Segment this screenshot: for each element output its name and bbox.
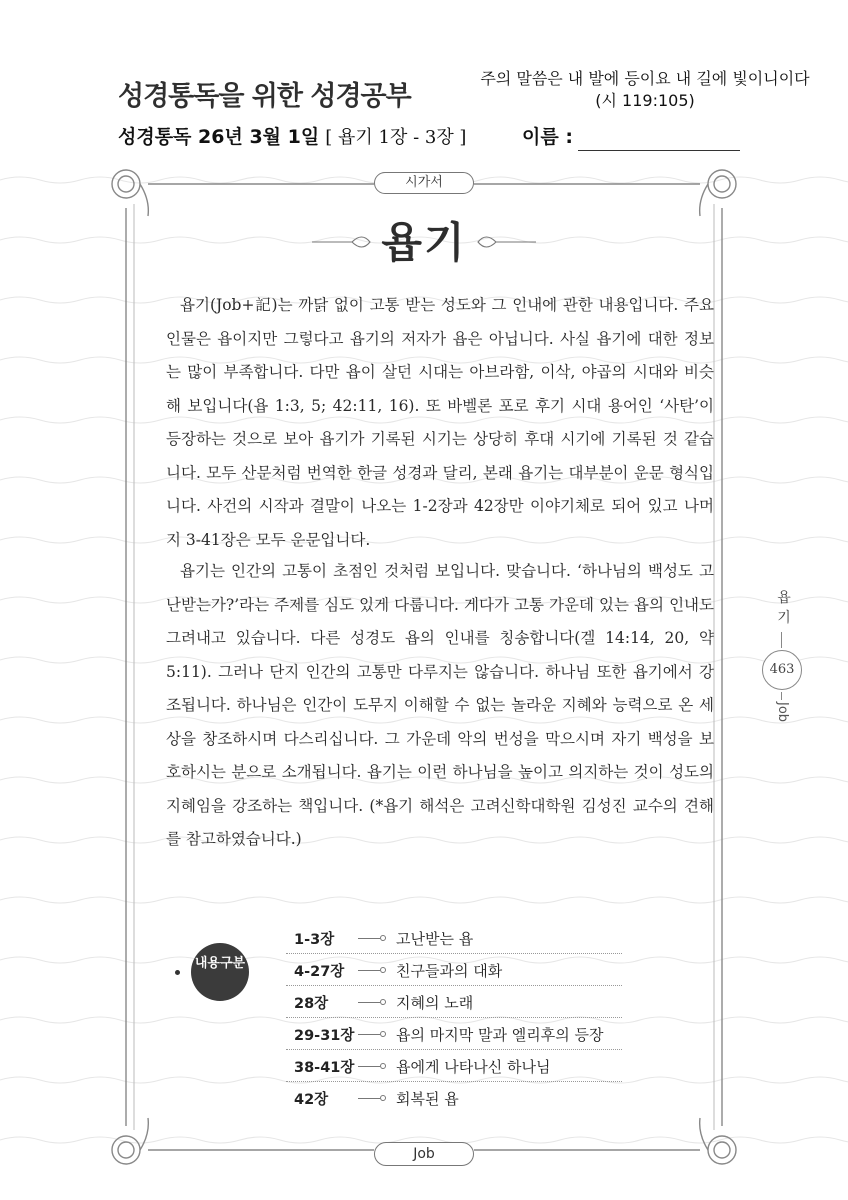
outline-chapter: 29-31장: [294, 1028, 355, 1044]
connector-line: [358, 1098, 380, 1099]
connector-line: [358, 938, 380, 939]
connector-line: [358, 1066, 380, 1067]
outline-description: 친구들과의 대화: [396, 962, 503, 980]
connector-line: [358, 1034, 380, 1035]
outline-item: [286, 922, 622, 954]
outline-chapter: 4-27장: [294, 964, 345, 980]
outline-description: 지혜의 노래: [396, 994, 474, 1012]
outline-description: 욥에게 나타나신 하나님: [396, 1058, 551, 1076]
outline-chapter: 38-41장: [294, 1060, 355, 1076]
outline-item: [286, 986, 622, 1018]
verse-reference: (시 119:105): [595, 91, 695, 110]
connector-dot: [380, 1095, 386, 1101]
side-divider-bottom: [781, 692, 782, 700]
intro-paragraph-1: 욥기(Job+記)는 까닭 없이 고통 받는 성도와 그 인내에 관한 내용입니다. 주요 인물은 욥이지만 그렇다고 욥기의 저자가 욥은 아닙니다. 사실 욥기에 대한 정보는 많이 부족합니다. 다만 욥이 살던 시대는 아브라함, 이삭, 야곱의 시대와 비슷해 보입니다(욥 1:3, 5; 42:11, 16). 또 바벨론 포로 후기 시대 용어인 ‘사탄’이 등장하는 것으로 보아 욥기가 기록된 시기는 상당히 후대 시기에 기록된 것 같습니다. 모두 산문처럼 번역한 한글 성경과 달리, 본래 욥기는 대부분이 운문 형식입니다. 사건의 시작과 결말이 나오는 1-2장과 42장만 이야기체로 되어 있고 나머지 3-41장은 모두 운문입니다.: [166, 296, 714, 549]
outline-description: 욥의 마지막 말과 엘리후의 등장: [396, 1026, 604, 1044]
connector-line: [358, 1002, 380, 1003]
connector-line: [358, 970, 380, 971]
content-division-badge: 내용구분: [191, 943, 249, 1001]
outline-item: [286, 954, 622, 986]
book-title: 욥기: [381, 218, 467, 267]
outline-item: [286, 1018, 622, 1050]
connector-dot: [380, 935, 386, 941]
reading-date: 성경통독 26년 3월 1일: [118, 126, 320, 148]
connector-dot: [380, 967, 386, 973]
name-label: 이름 :: [522, 126, 573, 148]
footer-tag: Job: [374, 1142, 474, 1166]
outline-description: 고난받는 욥: [396, 930, 474, 948]
side-english-text: Job: [775, 702, 790, 723]
content-outline: [286, 922, 622, 1114]
connector-dot: [380, 999, 386, 1005]
outline-chapter: 1-3장: [294, 932, 335, 948]
connector-dot: [380, 1031, 386, 1037]
bullet-dot: [175, 970, 180, 975]
outline-description: 회복된 욥: [396, 1090, 459, 1108]
page-number: 463: [762, 650, 802, 690]
page-title: 성경통독을 위한 성경공부: [118, 81, 411, 112]
side-book-label: 욥기: [777, 590, 791, 626]
outline-chapter: 42장: [294, 1092, 329, 1108]
side-divider-top: [781, 632, 782, 648]
reading-range: [ 욥기 1장 - 3장 ]: [325, 127, 467, 148]
outline-item: [286, 1082, 622, 1114]
header-verse: [470, 68, 820, 112]
verse-text: 주의 말씀은 내 발에 등이요 내 길에 빛이니이다: [480, 69, 810, 88]
intro-paragraph-2: 욥기는 인간의 고통이 초점인 것처럼 보입니다. 맞습니다. ‘하나님의 백성도 고난받는가?’라는 주제를 심도 있게 다룹니다. 게다가 고통 가운데 있는 욥의 인내도 그려내고 있습니다. 다른 성경도 욥의 인내를 칭송합니다(겔 14:14, 20, 약 5:11). 그러나 단지 인간의 고통만 다루지는 않습니다. 하나님 또한 욥기에서 강조됩니다. 하나님은 인간이 도무지 이해할 수 없는 놀라운 지혜와 능력으로 온 세상을 창조하시며 다스리십니다. 그 가운데 악의 번성을 막으시며 자기 백성을 보호하시는 분으로 소개됩니다. 욥기는 이런 하나님을 높이고 의지하는 것이 성도의 지혜임을 강조하는 책입니다. (*욥기 해석은 고려신학대학원 김성진 교수의 견해를 참고하였습니다.): [166, 562, 714, 848]
connector-dot: [380, 1063, 386, 1069]
reading-date-line: [118, 122, 466, 149]
name-field-line[interactable]: [578, 150, 740, 151]
section-tag: 시가서: [374, 172, 474, 194]
side-english-label: [770, 700, 794, 746]
outline-item: [286, 1050, 622, 1082]
outline-chapter: 28장: [294, 996, 329, 1012]
